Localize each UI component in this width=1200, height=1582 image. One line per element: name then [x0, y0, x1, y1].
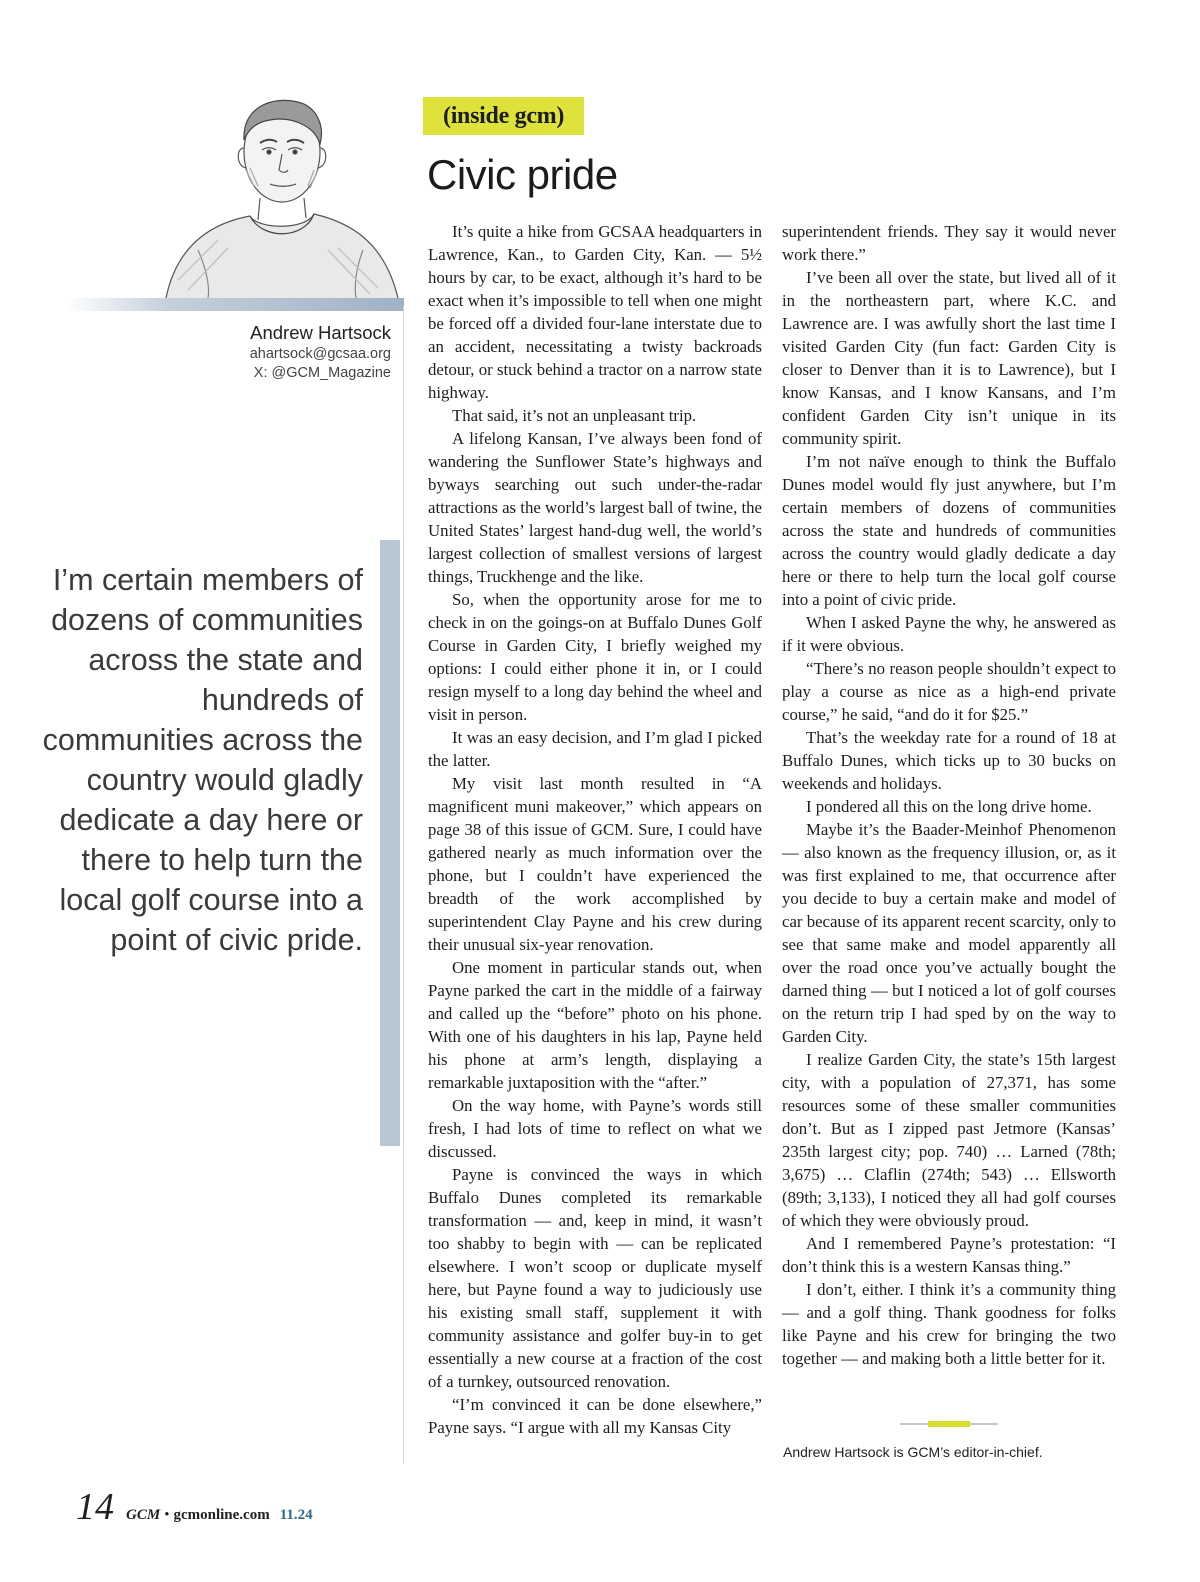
paragraph: I’ve been all over the state, but lived all of it in the northeastern part, where K.C. and Lawrence are. I was awfully short the last time I visited Garden City (fun fact: Garden City is closer to Denver than it is to Lawrence), but I know Kansas, and I know Kansans, and I’m confident Garden City isn’t unique in its community spirit.	[782, 268, 1116, 448]
paragraph: It was an easy decision, and I’m glad I picked the latter.	[428, 728, 762, 770]
paragraph: On the way home, with Payne’s words still fresh, I had lots of time to reflect on what we discussed.	[428, 1096, 762, 1161]
paragraph: I realize Garden City, the state’s 15th largest city, with a population of 27,371, has some resources some of these smaller communities don’t. But as I zipped past Jetmore (Kansas’ 235th largest city; pop. 740) … Larned (78th; 3,675) … Claflin (274th; 543) … Ellsworth (89th; 3,133), I noticed they all had golf courses of which they were obviously proud.	[782, 1050, 1116, 1230]
body-column-2	[782, 220, 1116, 1370]
author-social: X: @GCM_Magazine	[253, 365, 391, 381]
body-column-1	[428, 220, 762, 1439]
pull-quote-bar	[380, 540, 400, 1146]
author-info	[250, 321, 391, 383]
author-email: ahartsock@gcsaa.org	[249, 346, 391, 362]
paragraph: I pondered all this on the long drive home.	[806, 797, 1092, 816]
paragraph: It’s quite a hike from GCSAA headquarters in Lawrence, Kan., to Garden City, Kan. — 5½ hours by car, to be exact, although it’s hard to be exact when it’s impossible to tell when one might be forced off a divided four-lane interstate due to an accident, necessitating a twisty backroads detour, or stuck behind a tractor on a narrow state highway.	[428, 222, 762, 402]
paragraph: Maybe it’s the Baader-Meinhof Phenomenon — also known as the frequency illusion, or, as it was first explained to me, that occurrence after you decide to buy a certain make and model of car because of its apparent recent scarcity, only to see that same make and model apparently all over the road once you’ve actually bought the darned thing — but I noticed a lot of golf courses on the return trip I had sped by on the way to Garden City.	[782, 820, 1116, 1046]
column-divider	[403, 306, 404, 1464]
column-label: (inside gcm)	[423, 97, 584, 135]
paragraph: A lifelong Kansan, I’ve always been fond of wandering the Sunflower State’s highways and byways searching out such under-the-radar attractions as the world’s largest ball of twine, the United States’ largest hand-dug well, the world’s largest collection of smallest versions of largest things, Truckhenge and the like.	[428, 429, 762, 586]
paragraph: One moment in particular stands out, when Payne parked the cart in the middle of a fairway and called up the “before” photo on his phone. With one of his daughters in his lap, Payne held his phone at arm’s length, displaying a remarkable juxtaposition with the “after.”	[428, 958, 762, 1092]
pull-quote: I’m certain members of dozens of communities across the state and hundreds of communities across the country would gladly dedicate a day here or there to help turn the local golf course into a point of civic pride.	[42, 563, 363, 957]
page-title: Civic pride	[427, 151, 618, 198]
paragraph-continued: superintendent friends. They say it would never work there.”	[782, 222, 1116, 264]
page-folio	[76, 1488, 313, 1526]
paragraph: I don’t, either. I think it’s a community thing — and a golf thing. Thank goodness for folks like Payne and his crew for bringing the two together — and making both a little better for it.	[782, 1280, 1116, 1368]
end-mark	[900, 1421, 998, 1427]
paragraph: That said, it’s not an unpleasant trip.	[452, 406, 697, 425]
paragraph: “There’s no reason people shouldn’t expect to play a course as nice as a high-end private course,” he said, “and do it for $25.”	[782, 659, 1116, 724]
publication-name: GCM	[126, 1507, 161, 1523]
page-number: 14	[76, 1486, 114, 1528]
paragraph: When I asked Payne the why, he answered as if it were obvious.	[782, 613, 1116, 655]
paragraph: And I remembered Payne’s protestation: “I don’t think this is a western Kansas thing.”	[782, 1234, 1116, 1276]
issue-date: 11.24	[279, 1507, 313, 1523]
website: gcmonline.com	[173, 1507, 270, 1523]
paragraph: “I’m convinced it can be done elsewhere,” Payne says. “I argue with all my Kansas City	[428, 1395, 762, 1437]
paragraph: I’m not naïve enough to think the Buffalo Dunes model would fly just anywhere, but I’m certain members of dozens of communities across the state and hundreds of communities across the country would gladly dedicate a day here or there to help turn the local golf course into a point of civic pride.	[782, 452, 1116, 609]
paragraph: That’s the weekday rate for a round of 18 at Buffalo Dunes, which ticks up to 30 bucks on weekends and holidays.	[782, 728, 1116, 793]
folio-bullet: •	[164, 1507, 170, 1523]
paragraph: My visit last month resulted in “A magnificent muni makeover,” which appears on page 38 of this issue of GCM. Sure, I could have gathered nearly as much information over the phone, but I couldn’t have experienced the breadth of the work accomplished by superintendent Clay Payne and his crew during their unusual six-year renovation.	[428, 774, 762, 954]
author-portrait	[158, 90, 404, 300]
portrait-underline-bar	[66, 298, 404, 311]
end-mark-accent	[928, 1421, 970, 1427]
paragraph: So, when the opportunity arose for me to check in on the goings-on at Buffalo Dunes Golf Course in Garden City, I briefly weighed my options: I could either phone it in, or I could resign myself to a long day behind the wheel and visit in person.	[428, 590, 762, 724]
author-name: Andrew Hartsock	[250, 322, 391, 343]
paragraph: Payne is convinced the ways in which Buffalo Dunes completed its remarkable transformation — and, keep in mind, it wasn’t too shabby to begin with — can be replicated elsewhere. I won’t scoop or duplicate myself here, but Payne found a way to judiciously use his existing small staff, supplement it with community assistance and golfer buy-in to get essentially a new course at a fraction of the cost of a turnkey, outsourced renovation.	[428, 1165, 762, 1391]
author-bio: Andrew Hartsock is GCM’s editor-in-chief.	[783, 1444, 1043, 1460]
